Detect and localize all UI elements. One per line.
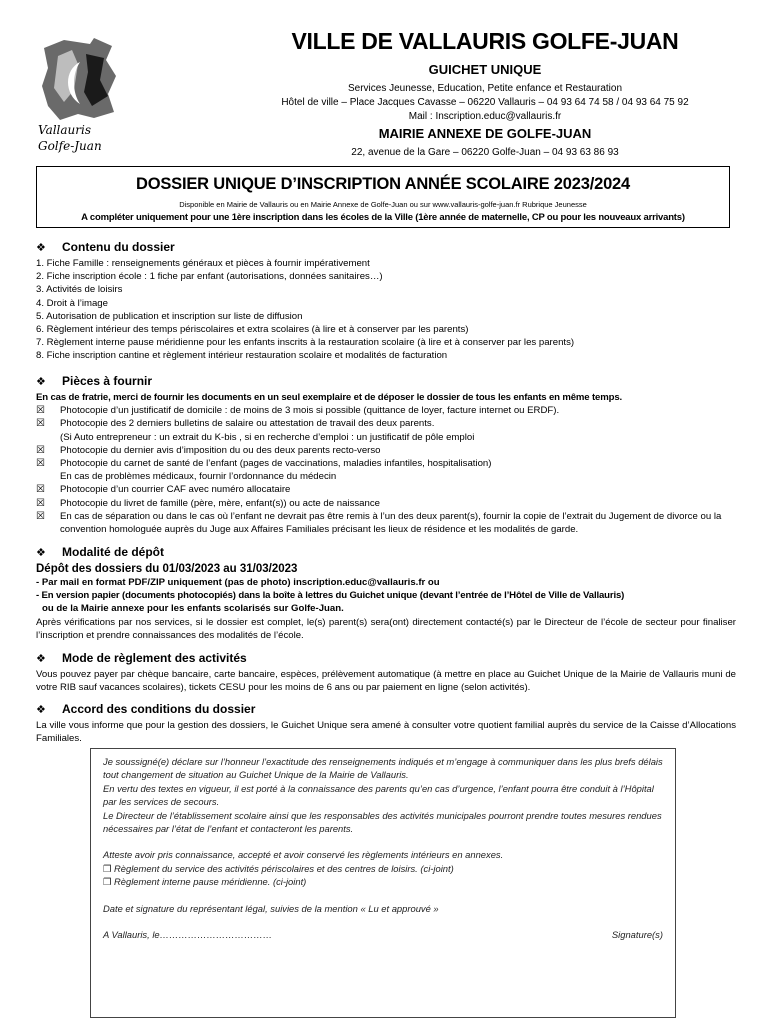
piece-text: Photocopie des 2 derniers bulletins de salaire ou attestation de travail des deux parents. [60, 418, 435, 430]
signature-field[interactable]: Signature(s) [611, 929, 663, 941]
agreement-p2: En vertu des textes en vigueur, il est porté à la connaissance des parents qu’en cas d’urgence, l’enfant pourra être conduit à l’Hôpital par les services de secours. [103, 782, 654, 808]
piece-item [36, 497, 736, 510]
list-item: 3. Activités de loisirs [36, 284, 123, 296]
agreement-box [90, 748, 676, 1018]
checked-box-icon[interactable]: ☒ [36, 497, 45, 509]
piece-text: Photocopie du livret de famille (père, mère, enfant(s)) ou acte de naissance [60, 497, 380, 509]
agreement-attest: Atteste avoir pris connaissance, accepté et avoir conservé les règlements intérieurs en annexes. [103, 849, 504, 861]
section-reglement [36, 651, 736, 694]
agreement-p1: Je soussigné(e) déclare sur l’honneur l’exactitude des renseignements indiqués et m’engage à communiquer dans les plus brefs délais tout changement de situation au Guichet Unique de la Mairie de Vallauris. [103, 756, 663, 781]
place-date-field[interactable]: A Vallauris, le……………………………… [103, 929, 273, 941]
section-heading: ❖ Modalité de dépôt [36, 545, 164, 559]
dossier-title: DOSSIER UNIQUE D’INSCRIPTION ANNÉE SCOLAIRE 2023/2024 [136, 175, 630, 193]
diamond-icon: ❖ [36, 376, 46, 388]
list-item: 4. Droit à l’image [36, 297, 108, 309]
piece-text: Photocopie du carnet de santé de l’enfant (pages de vaccinations, maladies infantiles, hospitalisation) [60, 458, 492, 470]
piece-text: En cas de séparation ou dans le cas où l’enfant ne devrait pas être remis à l’un des deux parent(s), fournir la copie de l’extrait du Jugement de divorce ou la convention homologuée auprès du Juge aux Affaires Familiales précisant les lieux de résidence et les modalités de garde. [60, 510, 722, 536]
diamond-icon: ❖ [36, 704, 46, 716]
piece-item [36, 404, 736, 417]
page-title: VILLE DE VALLAURIS GOLFE-JUAN [291, 28, 679, 54]
diamond-icon: ❖ [36, 653, 46, 665]
agreement-check-meridienne[interactable]: ❒ Règlement interne pause méridienne. (ci-joint) [103, 876, 307, 888]
checked-box-icon[interactable]: ☒ [36, 484, 45, 496]
piece-text: Photocopie d’un courrier CAF avec numéro allocataire [60, 484, 291, 496]
piece-text: Photocopie d’un justificatif de domicile : de moins de 3 mois si possible (quittance de loyer, facture internet ou ERDF). [60, 405, 560, 417]
list-item: 2. Fiche inscription école : 1 fiche par enfant (autorisations, données sanitaires…) [36, 271, 383, 283]
availability-note: Disponible en Mairie de Vallauris ou en Mairie Annexe de Golfe-Juan ou sur www.vallauris-golfe-juan.fr Rubrique Jeunesse [179, 200, 587, 209]
section-depot [36, 545, 736, 642]
dossier-title-box [36, 166, 730, 228]
subtitle: GUICHET UNIQUE [428, 62, 542, 77]
piece-extra: En cas de problèmes médicaux, fournir l’ordonnance du médecin [60, 471, 337, 483]
city-logo [34, 36, 130, 156]
depot-paper-2: ou de la Mairie annexe pour les enfants scolarisés sur Golfe-Juan. [42, 603, 344, 615]
depot-paper-1: - En version papier (documents photocopiés) dans la boîte à lettres du Guichet unique (devant l’entrée de l’Hôtel de Ville de Vallauris) [36, 590, 625, 602]
annex-address: 22, avenue de la Gare – 06220 Golfe-Juan – 04 93 63 86 93 [351, 147, 619, 158]
pieces-intro: En cas de fratrie, merci de fournir les documents en un seul exemplaire et de déposer le dossier de tous les enfants en même temps. [36, 392, 623, 403]
section-accord [36, 702, 736, 745]
checked-box-icon[interactable]: ☒ [36, 418, 45, 430]
pieces-list [36, 404, 736, 536]
section-heading: ❖ Pièces à fournir [36, 374, 153, 388]
piece-text: Photocopie du dernier avis d’imposition du ou des deux parents recto-verso [60, 444, 381, 456]
annex-title: MAIRIE ANNEXE DE GOLFE-JUAN [378, 126, 592, 141]
list-item: 7. Règlement interne pause méridienne pour les enfants inscrits à la restauration scolaire (à lire et à conserver par les parents) [36, 337, 575, 349]
agreement-p3: Le Directeur de l’établissement scolaire ainsi que les responsables des activités municipales pourront prendre toutes mesures rendues nécessaires par l’état de l’enfant et contacteront les parents. [103, 809, 662, 835]
section-pieces [36, 374, 736, 536]
agreement-check-periscolaire[interactable]: ❒ Règlement du service des activités périscolaires et des centres de loisirs. (ci-joint) [103, 862, 454, 874]
list-item: 8. Fiche inscription cantine et règlement intérieur restauration scolaire et modalités de facturation [36, 350, 448, 362]
section-contenu [36, 240, 736, 363]
depot-mail: - Par mail en format PDF/ZIP uniquement (pas de photo) inscription.educ@vallauris.fr ou [36, 577, 440, 588]
diamond-icon: ❖ [36, 547, 46, 559]
first-registration-note: A compléter uniquement pour une 1ère inscription dans les écoles de la Ville (1ère année de maternelle, CP ou pour les nouveaux arrivants) [81, 212, 685, 223]
piece-item [36, 510, 736, 536]
checked-box-icon[interactable]: ☒ [36, 405, 45, 417]
checked-box-icon[interactable]: ☒ [36, 510, 45, 522]
piece-item [36, 457, 736, 483]
header-services: Services Jeunesse, Education, Petite enfance et Restauration [347, 83, 623, 94]
list-item: 5. Autorisation de publication et inscription sur liste de diffusion [36, 310, 303, 322]
diamond-icon: ❖ [36, 242, 46, 254]
reglement-text: Vous pouvez payer par chèque bancaire, carte bancaire, espèces, prélèvement automatique (à mettre en place au Guichet Unique de la Mairie de Vallauris muni de votre RIB sauf vacances scolaires), tickets CESU pour les moins de 6 ans ou par paiement en ligne (selon activités). [36, 669, 736, 694]
piece-item [36, 417, 736, 443]
header-address: Hôtel de ville – Place Jacques Cavasse – 06220 Vallauris – 04 93 64 74 58 / 04 93 64 75 92 [281, 97, 689, 108]
checked-box-icon[interactable]: ☒ [36, 444, 45, 456]
svg-text:Vallauris: Vallauris [38, 123, 92, 137]
depot-after: Après vérifications par nos services, si le dossier est complet, le(s) parent(s) sera(ont) directement contacté(s) par le Directeur de l’école de secteur pour finaliser l’inscription et prendre connaissances des modalités de l’école. [36, 616, 736, 641]
contenu-list [36, 257, 736, 363]
piece-item [36, 483, 736, 496]
list-item: 6. Règlement intérieur des temps périscolaires et extra scolaires (à lire et à conserver par les parents) [36, 324, 469, 336]
header-mail: Mail : Inscription.educ@vallauris.fr [408, 111, 562, 122]
checked-box-icon[interactable]: ☒ [36, 458, 45, 470]
section-heading: ❖ Contenu du dossier [36, 240, 175, 254]
accord-text: La ville vous informe que pour la gestion des dossiers, le Guichet Unique sera amené à consulter votre quotient familial auprès du service de la Caisse d’Allocations Familiales. [36, 720, 736, 745]
agreement-date-signature: Date et signature du représentant légal, suivies de la mention « Lu et approuvé » [103, 902, 439, 914]
section-heading: ❖ Accord des conditions du dossier [36, 702, 256, 716]
piece-item [36, 444, 736, 457]
section-heading: ❖ Mode de règlement des activités [36, 651, 247, 665]
piece-extra: (Si Auto entrepreneur : un extrait du K-bis , si en recherche d’emploi : un justificatif de pôle emploi [60, 431, 475, 443]
svg-text:Golfe-Juan: Golfe-Juan [38, 139, 102, 153]
depot-dates: Dépôt des dossiers du 01/03/2023 au 31/03/2023 [36, 563, 298, 575]
list-item: 1. Fiche Famille : renseignements généraux et pièces à fournir impérativement [36, 258, 370, 269]
